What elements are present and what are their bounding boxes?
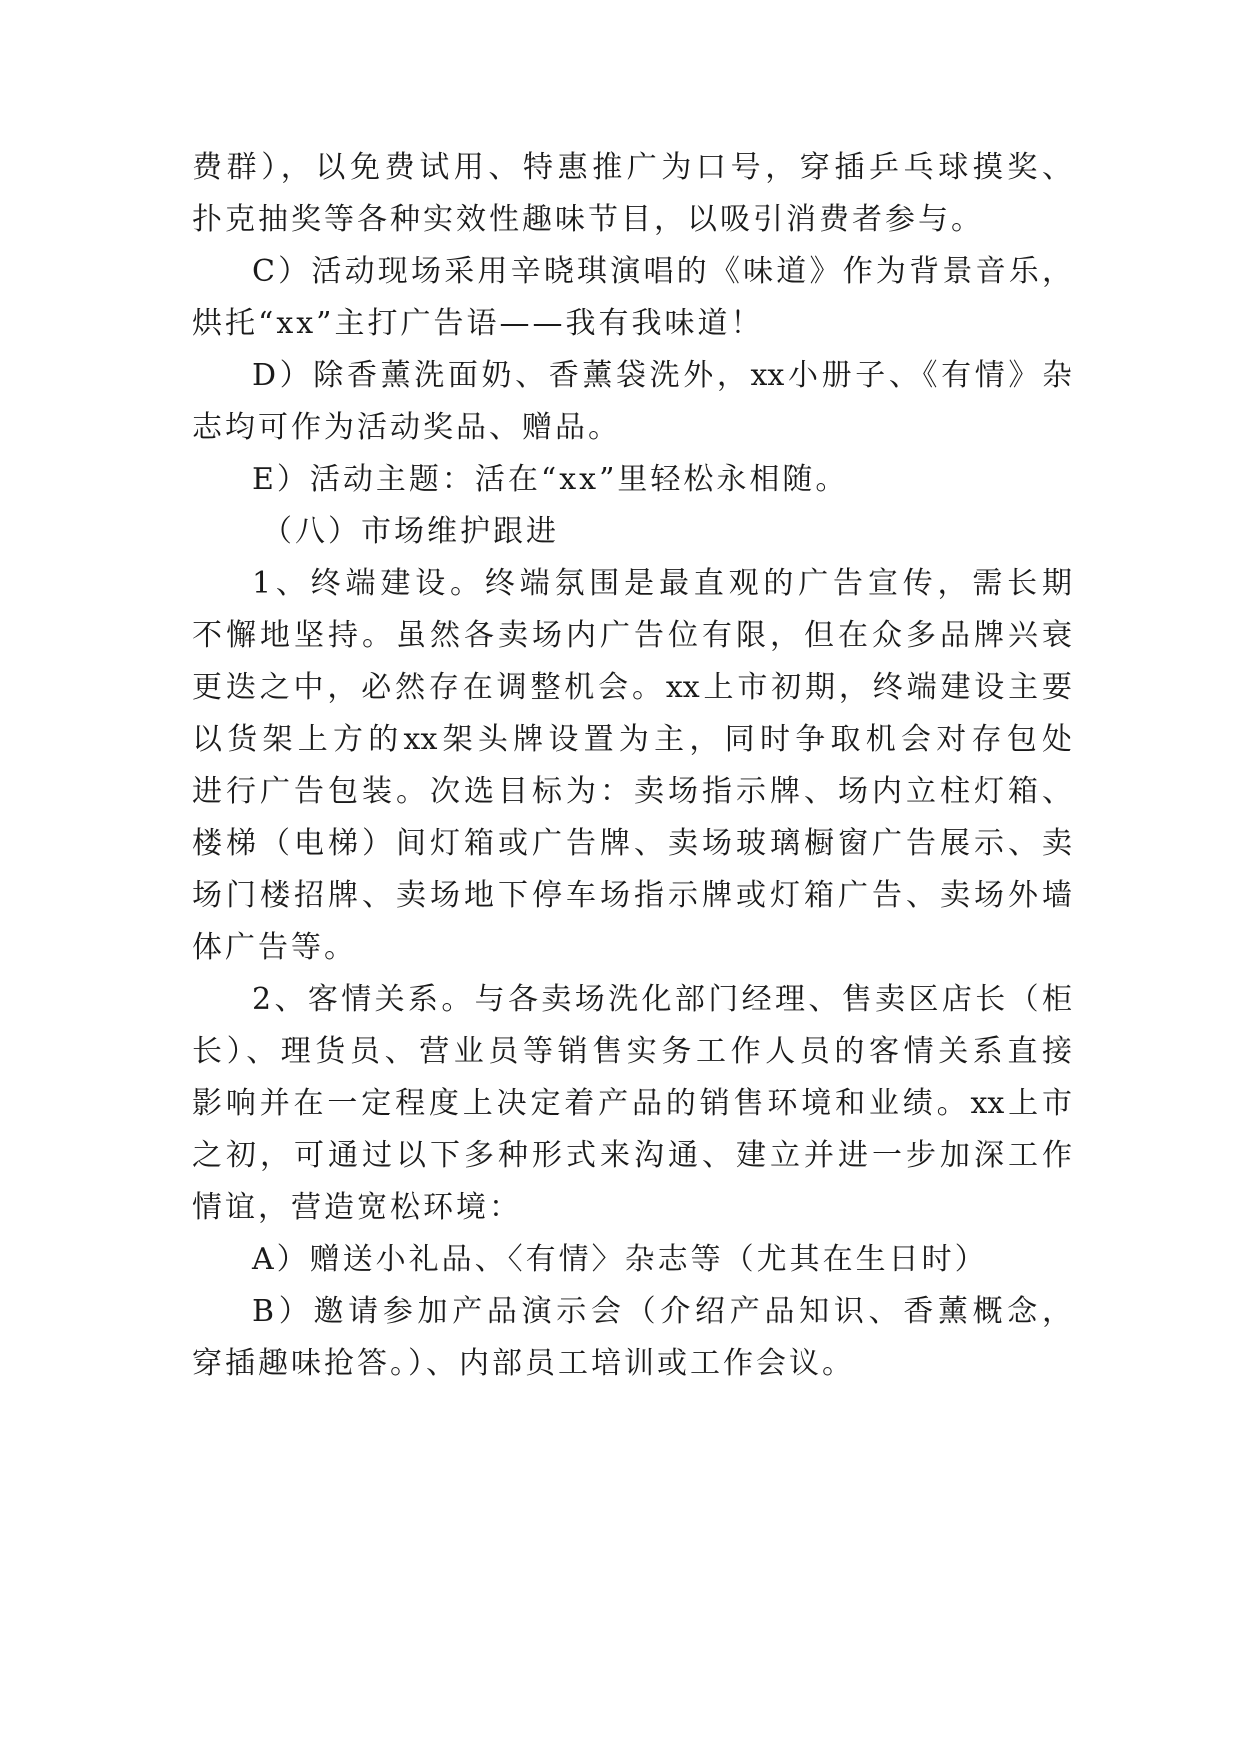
body-text-line: D）除香薰洗面奶、香薰袋洗外，xx小册子、《有情》杂 xyxy=(252,358,1072,393)
body-text-line: 更迭之中，必然存在调整机会。xx上市初期，终端建设主要 xyxy=(192,670,1072,705)
body-text-line: 志均可作为活动奖品、赠品。 xyxy=(192,410,621,445)
body-text-line: 以货架上方的xx架头牌设置为主，同时争取机会对存包处 xyxy=(192,722,1072,757)
body-text-line: C）活动现场采用辛晓琪演唱的《味道》作为背景音乐， xyxy=(252,254,1072,289)
body-text-line: B）邀请参加产品演示会（介绍产品知识、香薰概念， xyxy=(252,1294,1072,1329)
body-text-line: 2、客情关系。与各卖场洗化部门经理、售卖区店长（柜 xyxy=(252,982,1072,1017)
body-text-line: 费群），以免费试用、特惠推广为口号，穿插乒乓球摸奖、 xyxy=(192,150,1072,185)
body-text-line: 楼梯（电梯）间灯箱或广告牌、卖场玻璃橱窗广告展示、卖 xyxy=(192,826,1072,861)
section-heading: （八）市场维护跟进 xyxy=(262,514,559,549)
body-text-line: E）活动主题：活在“xx”里轻松永相随。 xyxy=(252,462,849,497)
body-text-line: 之初，可通过以下多种形式来沟通、建立并进一步加深工作 xyxy=(192,1138,1072,1173)
body-text-line: A）赠送小礼品、〈有情〉杂志等（尤其在生日时） xyxy=(252,1242,988,1277)
body-text-line: 1、终端建设。终端氛围是最直观的广告宣传，需长期 xyxy=(252,566,1072,601)
body-text-line: 体广告等。 xyxy=(192,930,357,965)
body-text-line: 扑克抽奖等各种实效性趣味节目，以吸引消费者参与。 xyxy=(192,202,984,237)
body-text-line: 烘托“xx”主打广告语——我有我味道！ xyxy=(192,306,764,341)
body-text-line: 进行广告包装。次选目标为：卖场指示牌、场内立柱灯箱、 xyxy=(192,774,1072,809)
body-text-line: 情谊，营造宽松环境： xyxy=(192,1190,522,1225)
body-text-line: 穿插趣味抢答。）、内部员工培训或工作会议。 xyxy=(192,1346,855,1381)
body-text-line: 长）、理货员、营业员等销售实务工作人员的客情关系直接 xyxy=(192,1034,1072,1069)
body-text-line: 影响并在一定程度上决定着产品的销售环境和业绩。xx上市 xyxy=(192,1086,1072,1121)
body-text-line: 不懈地坚持。虽然各卖场内广告位有限，但在众多品牌兴衰 xyxy=(192,618,1072,653)
body-text-line: 场门楼招牌、卖场地下停车场指示牌或灯箱广告、卖场外墙 xyxy=(192,878,1072,913)
